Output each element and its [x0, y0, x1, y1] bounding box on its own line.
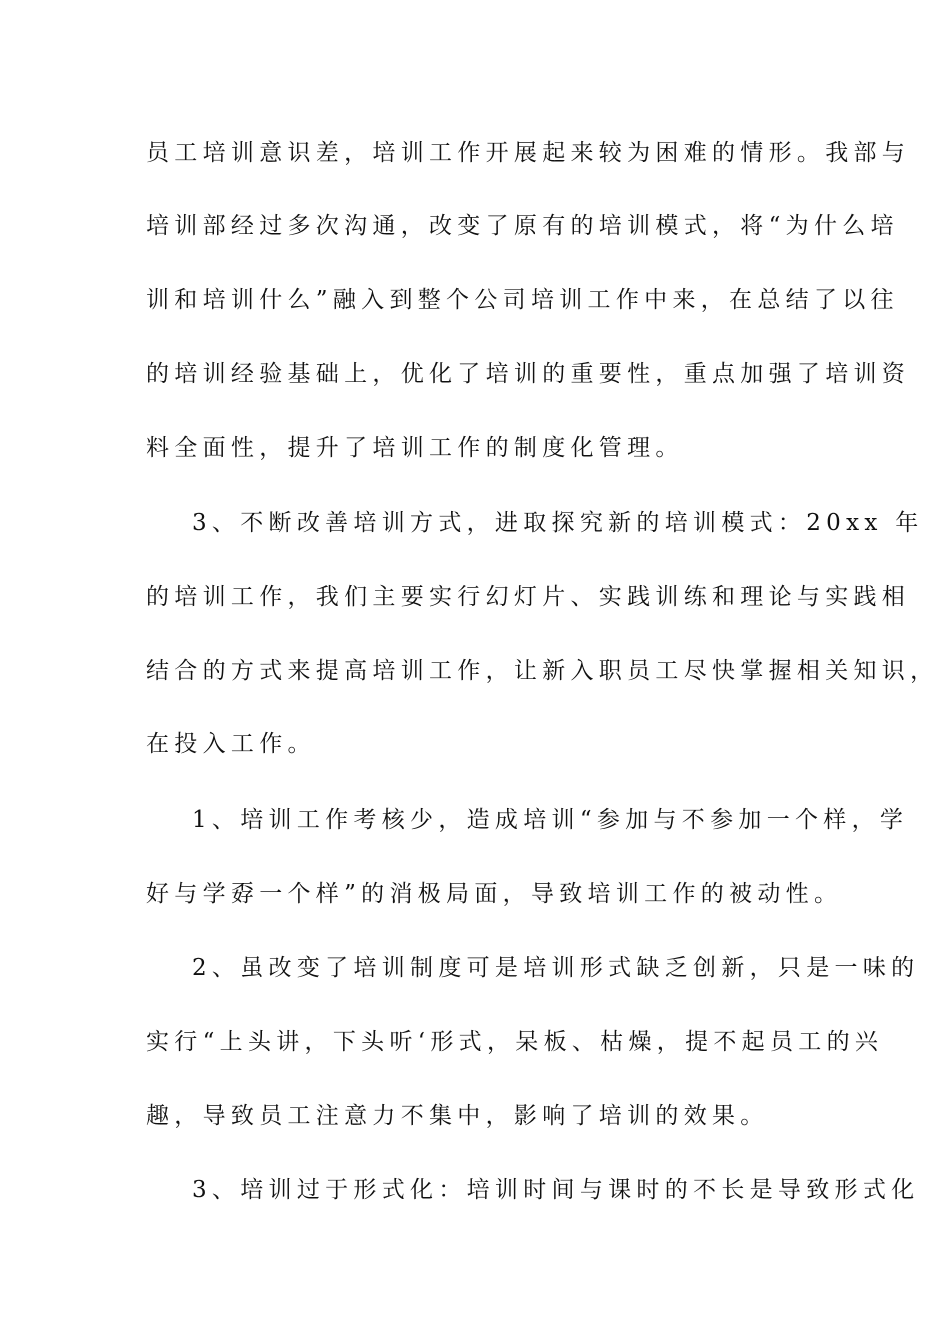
text-line: 员工培训意识差，培训工作开展起来较为困难的情形。我部与	[146, 140, 911, 166]
text-line: 好与学孬一个样”的消极局面，导致培训工作的被动性。	[146, 881, 843, 907]
text-line: 培训部经过多次沟通，改变了原有的培训模式，将“为什么培	[146, 213, 899, 239]
text-line: 在投入工作。	[146, 731, 316, 757]
paragraph-start-line: 3、培训过于形式化：培训时间与课时的不长是导致形式化	[192, 1177, 920, 1203]
paragraph-start-line: 3、不断改善培训方式，进取探究新的培训模式：20xx 年	[192, 510, 924, 536]
paragraph-start-line: 2、虽改变了培训制度可是培训形式缺乏创新，只是一味的	[192, 955, 920, 981]
text-line: 的培训工作，我们主要实行幻灯片、实践训练和理论与实践相	[146, 584, 911, 610]
text-line: 料全面性，提升了培训工作的制度化管理。	[146, 435, 684, 461]
text-line: 结合的方式来提高培训工作，让新入职员工尽快掌握相关知识，	[146, 658, 939, 684]
text-line: 趣，导致员工注意力不集中，影响了培训的效果。	[146, 1103, 769, 1129]
paragraph-start-line: 1、培训工作考核少，造成培训“参加与不参加一个样，学	[192, 807, 909, 833]
text-line: 实行“上头讲，下头听‘形式，呆板、枯燥，提不起员工的兴	[146, 1029, 884, 1055]
text-line: 的培训经验基础上，优化了培训的重要性，重点加强了培训资	[146, 361, 911, 387]
text-line: 训和培训什么”融入到整个公司培训工作中来，在总结了以往	[146, 287, 899, 313]
